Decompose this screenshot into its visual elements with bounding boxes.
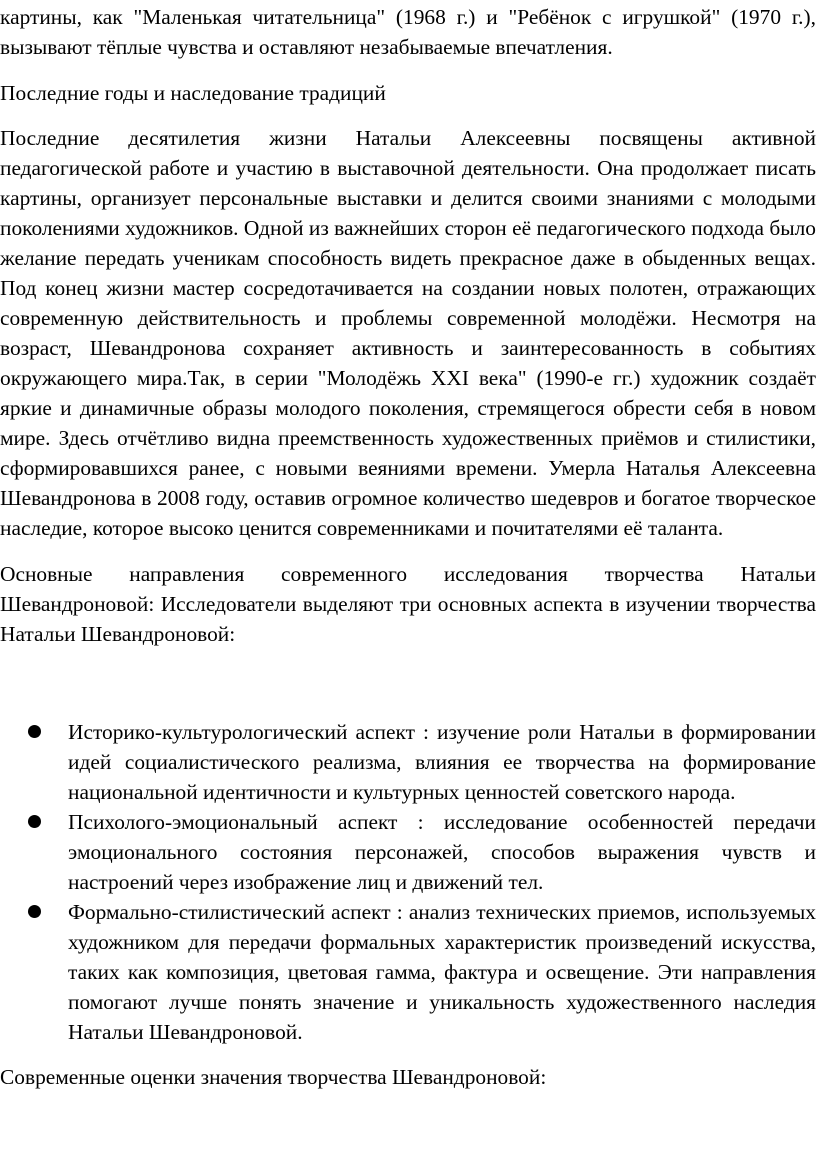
bullet-icon (28, 815, 41, 828)
aspect-text: Психолого-эмоциональный аспект : исследование особенностей передачи эмоционального состояния персонажей, способов выражения чувств и настроений через изображение лиц и движений тел. (68, 810, 816, 894)
list-item (0, 717, 816, 807)
bullet-icon (28, 725, 41, 738)
closing-heading: Современные оценки значения творчества Шевандроновой: (0, 1065, 547, 1089)
intro-paragraph: картины, как "Маленькая читательница" (1968 г.) и "Ребёнок с игрушкой" (1970 г.), вызывают тёплые чувства и оставляют незабываемые впечатления. (0, 5, 816, 59)
list-item (0, 807, 816, 897)
research-paragraph: Основные направления современного исследования творчества Натальи Шевандроновой: Исследователи выделяют три основных аспекта в изучении творчества Натальи Шевандроновой: (0, 562, 816, 646)
aspect-text: Формально-стилистический аспект : анализ технических приемов, используемых художником для передачи формальных характеристик произведений искусства, таких как композиция, цветовая гамма, фактура и освещение. Эти направления помогают лучше понять значение и уникальность художественного наследия Натальи Шевандроновой. (68, 900, 816, 1044)
main-paragraph: Последние десятилетия жизни Натальи Алексеевны посвящены активной педагогической работе и участию в выставочной деятельности. Она продолжает писать картины, организует персональные выставки и делится своими знаниями с молодыми поколениями художников. Одной из важнейших сторон её педагогического подхода было желание передать ученикам способность видеть прекрасное даже в обыденных вещах. Под конец жизни мастер сосредотачивается на создании новых полотен, отражающих современную действительность и проблемы современной молодёжи. Несмотря на возраст, Шевандронова сохраняет активность и заинтересованность в событиях окружающего мира.Так, в серии "Молодёжь XXI века" (1990-е гг.) художник создаёт яркие и динамичные образы молодого поколения, стремящегося обрести себя в новом мире. Здесь отчётливо видна преемственность художественных приёмов и стилистики, сформировавшихся ранее, с новыми веяниями времени. Умерла Наталья Алексеевна Шевандронова в 2008 году, оставив огромное количество шедевров и богатое творческое наследие, которое высоко ценится современниками и почитателями её таланта. (0, 126, 816, 540)
aspects-list (0, 717, 816, 1047)
aspect-text: Историко-культурологический аспект : изучение роли Натальи в формировании идей социалистического реализма, влияния ее творчества на формирование национальной идентичности и культурных ценностей советского народа. (68, 720, 816, 804)
section-heading: Последние годы и наследование традиций (0, 81, 386, 105)
bullet-icon (28, 905, 41, 918)
list-item (0, 897, 816, 1047)
